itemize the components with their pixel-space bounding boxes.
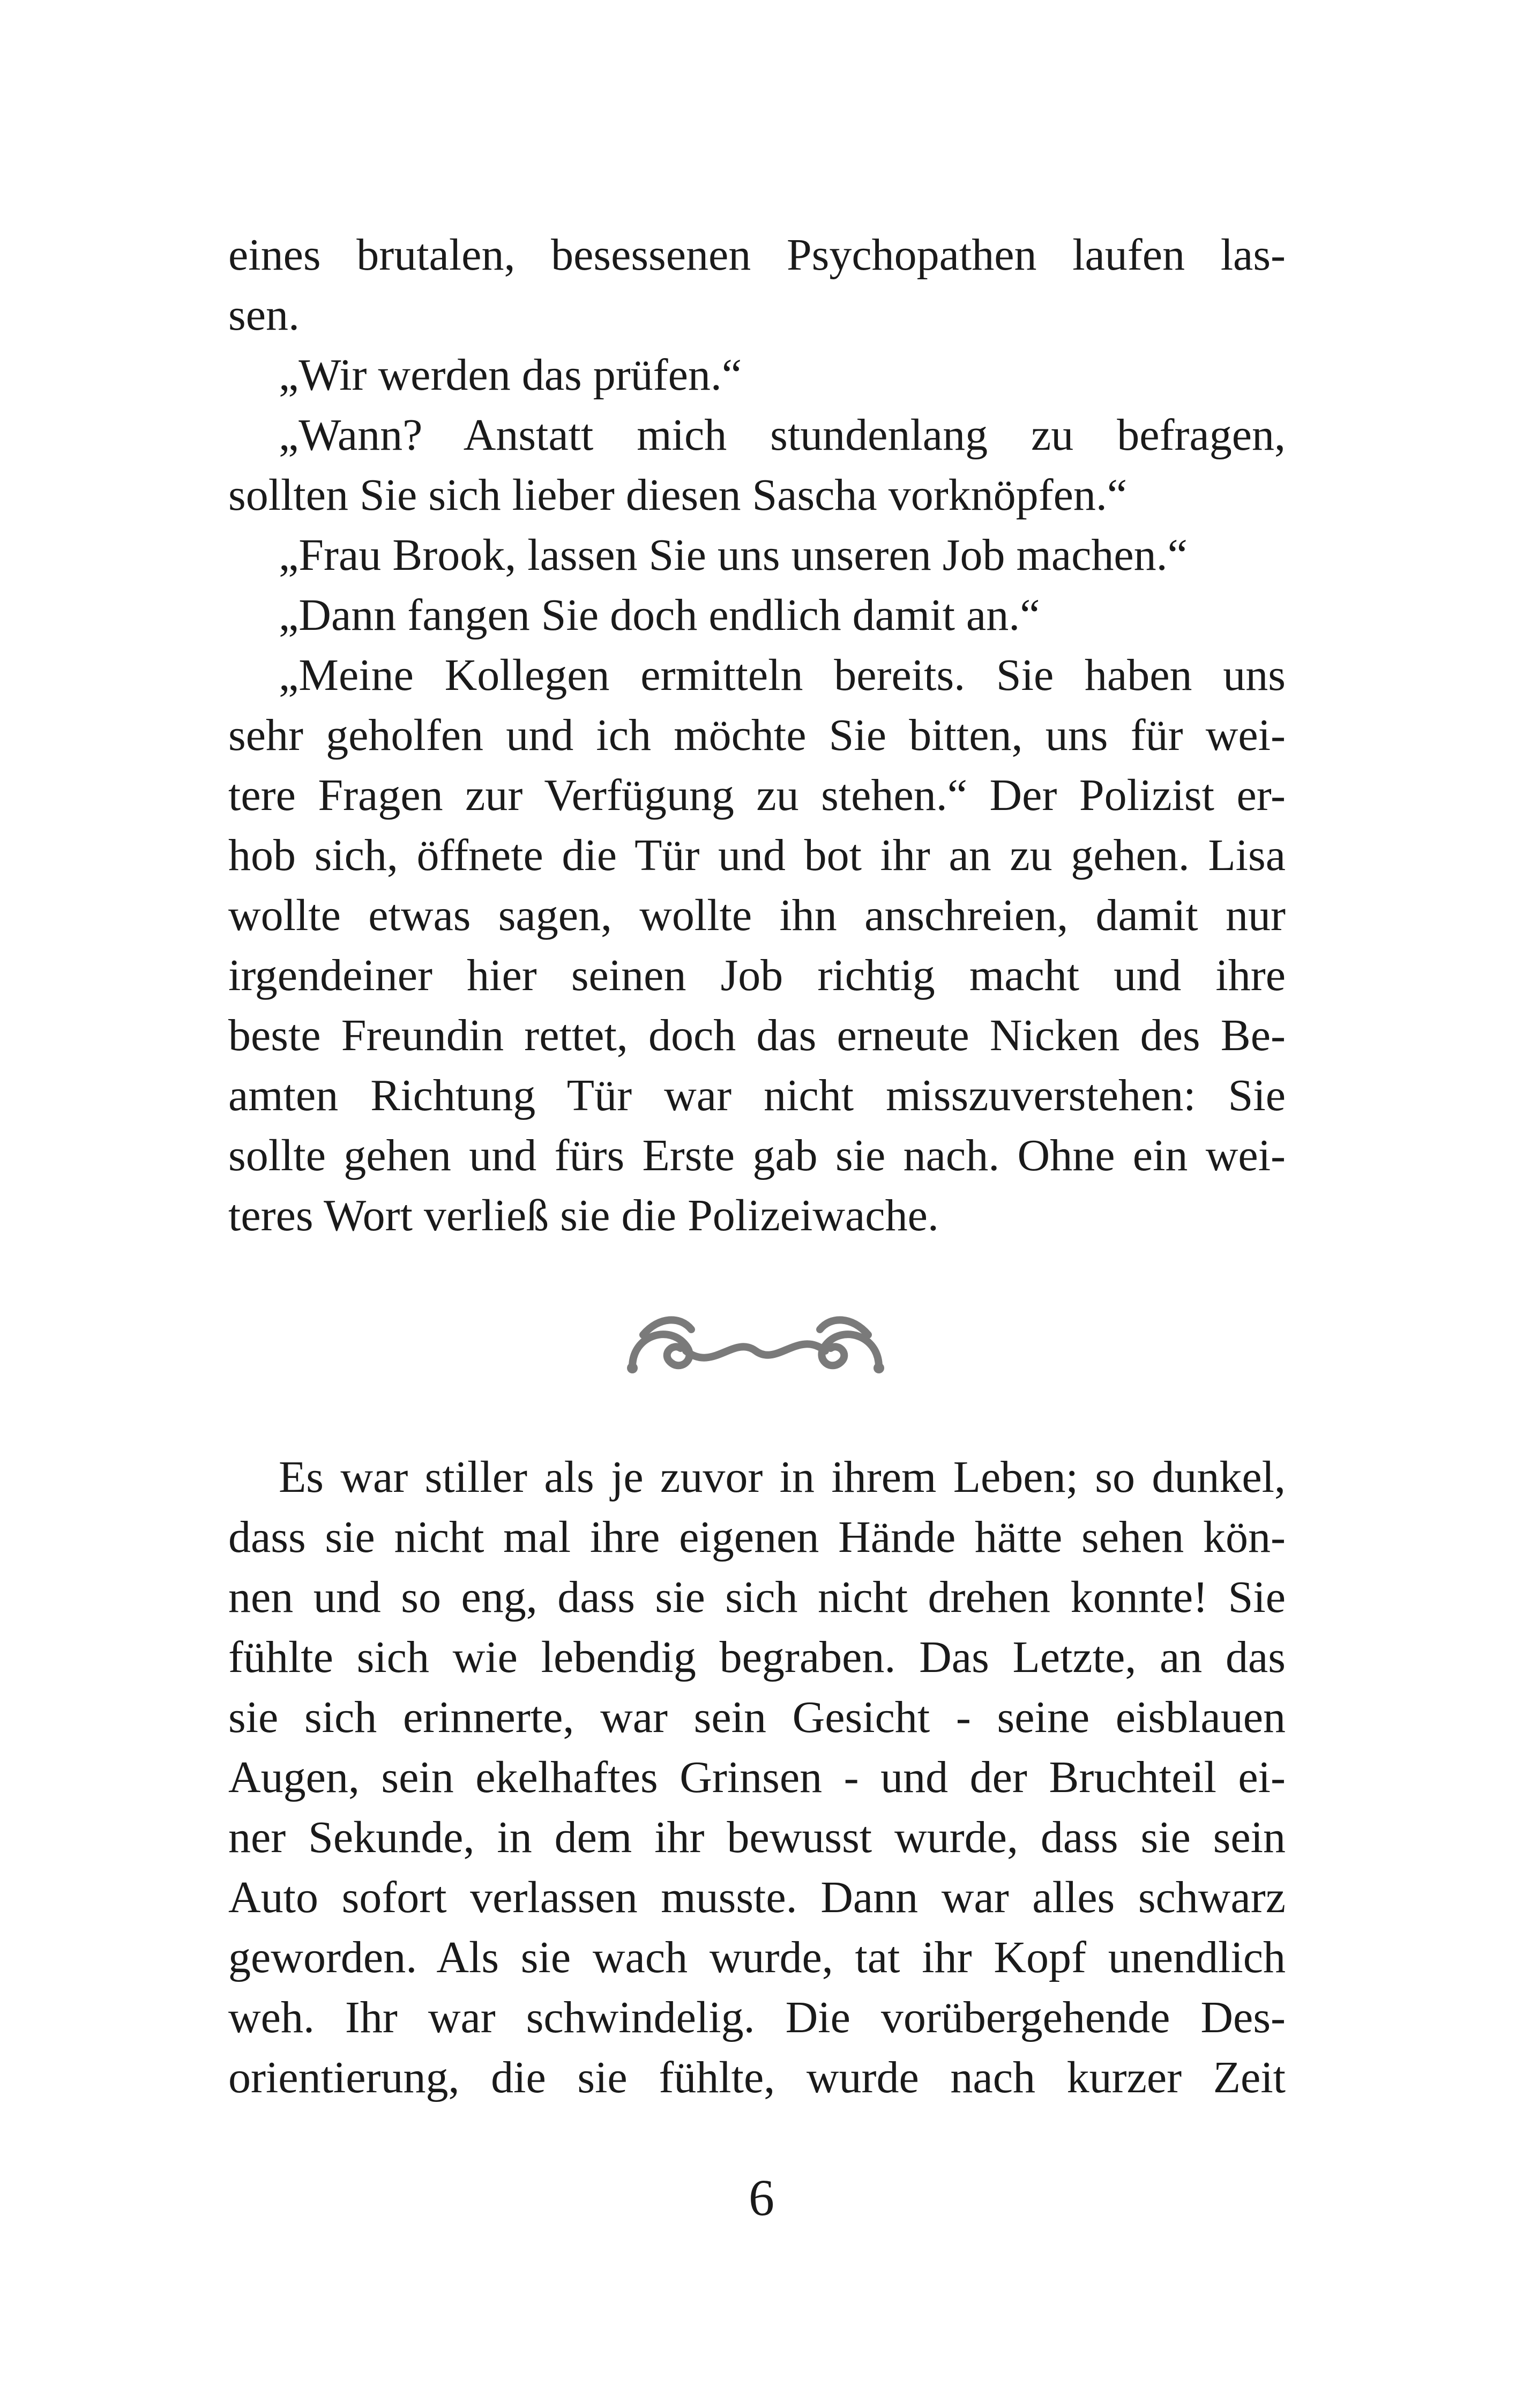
text-line: amten Richtung Tür war nicht misszuverstehen: Sie (228, 1071, 1286, 1120)
text-line: irgendeiner hier seinen Job richtig macht und ihre (228, 950, 1286, 1000)
text-line: fühlte sich wie lebendig begraben. Das Letzte, an das (228, 1632, 1286, 1682)
text-line: Auto sofort verlassen musste. Dann war alles schwarz (228, 1872, 1286, 1922)
text-line: eines brutalen, besessenen Psychopathen laufen las- (228, 230, 1286, 280)
text-line: weh. Ihr war schwindelig. Die vorübergehende Des- (228, 1993, 1286, 2042)
text-line: Es war stiller als je zuvor in ihrem Leben; so dunkel, (279, 1452, 1286, 1502)
text-line: „Dann fangen Sie doch endlich damit an.“ (279, 590, 1040, 640)
text-line: hob sich, öffnete die Tür und bot ihr an zu gehen. Lisa (228, 830, 1286, 880)
text-line: wollte etwas sagen, wollte ihn anschreien, damit nur (228, 890, 1286, 940)
text-line: „Meine Kollegen ermitteln bereits. Sie haben uns (279, 650, 1286, 700)
text-line: sehr geholfen und ich möchte Sie bitten, uns für wei- (228, 710, 1286, 760)
text-line: tere Fragen zur Verfügung zu stehen.“ Der Polizist er- (228, 770, 1286, 820)
text-line: dass sie nicht mal ihre eigenen Hände hätte sehen kön- (228, 1512, 1286, 1562)
text-line: geworden. Als sie wach wurde, tat ihr Kopf unendlich (228, 1933, 1286, 1982)
text-line: teres Wort verließ sie die Polizeiwache. (228, 1191, 939, 1240)
text-line: „Wann? Anstatt mich stundenlang zu befragen, (279, 410, 1286, 460)
text-line: nen und so eng, dass sie sich nicht drehen konnte! Sie (228, 1572, 1286, 1622)
text-line: sollten Sie sich lieber diesen Sascha vorknöpfen.“ (228, 470, 1128, 520)
text-line: sollte gehen und fürs Erste gab sie nach. Ohne ein wei- (228, 1131, 1286, 1180)
page-number: 6 (749, 2169, 774, 2226)
decorative-scroll-ornament-icon (622, 1303, 890, 1394)
text-line: sie sich erinnerte, war sein Gesicht - seine eisblauen (228, 1692, 1286, 1742)
text-line: „Frau Brook, lassen Sie uns unseren Job machen.“ (279, 530, 1188, 580)
text-line: „Wir werden das prüfen.“ (279, 350, 742, 400)
text-line: ner Sekunde, in dem ihr bewusst wurde, dass sie sein (228, 1812, 1286, 1862)
text-line: Augen, sein ekelhaftes Grinsen - und der Bruchteil ei- (228, 1752, 1286, 1802)
text-passage-2 (228, 1447, 1286, 2108)
text-line: orientierung, die sie fühlte, wurde nach kurzer Zeit (228, 2053, 1286, 2102)
text-passage-1 (228, 225, 1286, 1246)
text-line: sen. (228, 290, 300, 340)
text-line: beste Freundin rettet, doch das erneute Nicken des Be- (228, 1010, 1286, 1060)
